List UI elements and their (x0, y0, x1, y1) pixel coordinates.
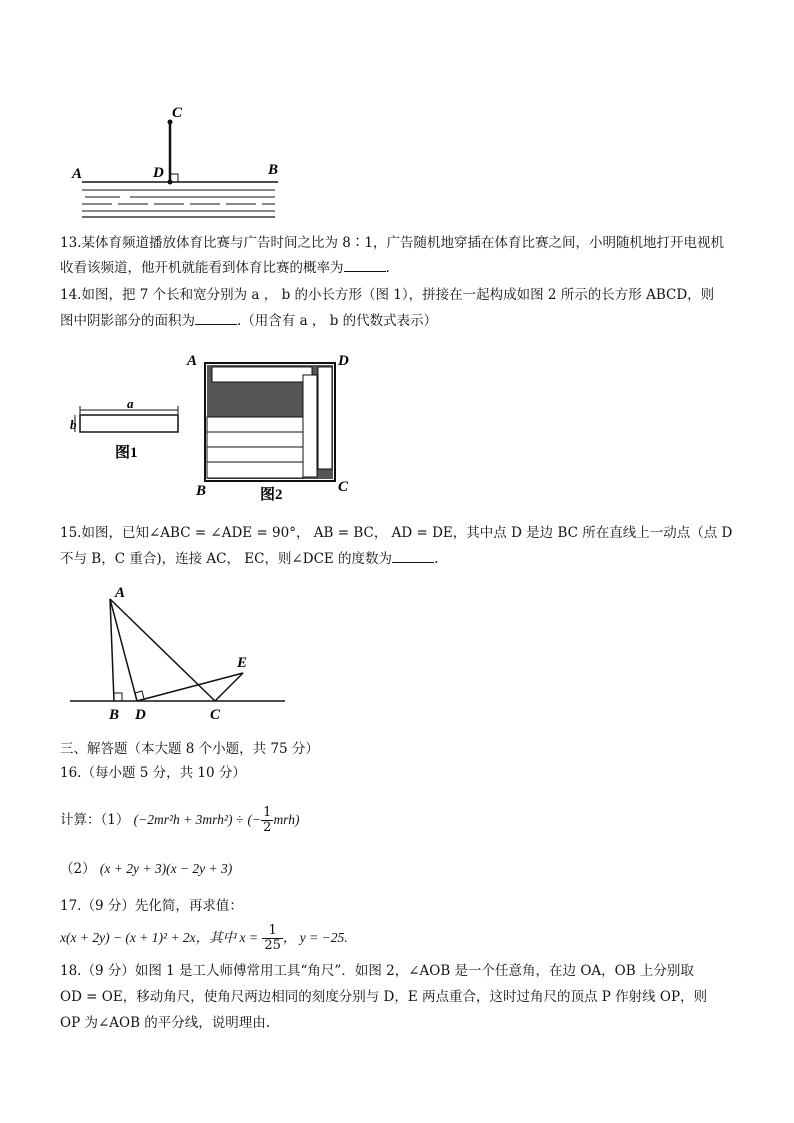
q13-line2-text: 收看该频道，他开机就能看到体育比赛的概率为 (60, 260, 344, 276)
river-figure (60, 100, 300, 225)
answer-blank (392, 548, 434, 563)
q15-end: . (434, 551, 439, 567)
q17-header: 17.（9 分）先化简，再求值： (60, 898, 243, 914)
section-heading: 三、解答题（本大题 8 个小题，共 75 分） (60, 741, 319, 757)
fig2-caption: 图2 (260, 487, 283, 503)
q13-end: . (385, 260, 390, 276)
q17-tail: ， y = −25. (282, 930, 348, 945)
right-angle-b (114, 693, 122, 701)
fraction-numerator: 1 (263, 805, 272, 820)
q16-part1 (60, 806, 299, 835)
q14-line2 (60, 310, 437, 332)
q18-line1: 18.（9 分）如图 1 是工人师傅常用工具“角尺”．如图 2，∠AOB 是一个任意角，在边 OA，OB 上分别取 (60, 963, 694, 979)
label-b: B (268, 162, 279, 178)
q16-header: 16.（每小题 5 分，共 10 分） (60, 765, 246, 781)
q13-line2 (60, 257, 390, 279)
q13-line1: 13.某体育频道播放体育比赛与广告时间之比为 8∶1，广告随机地穿插在体育比赛之间，小明随机地打开电视机 (60, 235, 724, 251)
q16-p1-expr: (−2mr²h + 3mrh²) ÷ (133, 812, 244, 827)
q15-line1: 15.如图，已知∠ABC = ∠ADE = 90°， AB = BC， AD = DE，其中点 D 是边 BC 所在直线上一动点（点 D (60, 525, 733, 541)
label-d: D (153, 165, 164, 181)
fraction-denominator: 25 (264, 938, 281, 953)
q18-line2: OD = OE，移动角尺，使角尺两边相同的刻度分别与 D，E 两点重合，这时过角尺的顶点 P 作射线 OP，则 (60, 989, 708, 1005)
q14-line1: 14.如图，把 7 个长和宽分别为 a ， b 的小长方形（图 1），拼接在一起构成如图 2 所示的长方形 ABCD，则 (60, 287, 715, 303)
q16-p2-label: （2） (60, 861, 96, 877)
label-c: C (338, 479, 349, 495)
fraction-one-25 (262, 924, 283, 953)
label-a: A (115, 585, 126, 601)
q15-line2 (60, 548, 438, 570)
q16-p2-expr: (x + 2y + 3)(x − 2y + 3) (99, 861, 233, 876)
label-b-dim: b (70, 417, 77, 432)
label-a-dim: a (127, 396, 134, 411)
q14-line2-text: 图中阴影部分的面积为 (60, 313, 195, 329)
q16-p1-paren-close: mrh) (273, 812, 300, 827)
fig1-caption: 图1 (115, 445, 138, 461)
fraction-one-half (261, 806, 273, 835)
fig2-composite (186, 353, 349, 503)
label-b: B (196, 483, 207, 499)
answer-blank (195, 310, 237, 325)
label-b: B (109, 707, 120, 723)
segment-ac (110, 599, 215, 701)
fig1-rectangle (70, 396, 178, 461)
label-d: D (135, 707, 146, 723)
label-e: E (237, 655, 248, 671)
fraction-denominator: 2 (263, 820, 272, 835)
q18-line3: OP 为∠AOB 的平分线，说明理由. (60, 1015, 271, 1031)
q14-end: .（用含有 a ， b 的代数式表示） (237, 313, 438, 329)
q15-line2-text: 不与 B，C 重合)，连接 AC， EC，则∠DCE 的度数为 (60, 551, 393, 567)
fraction-numerator: 1 (262, 924, 283, 939)
q16-p1-paren-open: (− (247, 812, 262, 827)
q17-expr: x(x + 2y) − (x + 1)² + 2x，其中 x = (60, 930, 259, 945)
label-c: C (172, 105, 183, 121)
q16-p1-label: 计算：（1） (60, 812, 130, 828)
label-a: A (72, 166, 83, 182)
fig14 (60, 345, 370, 505)
answer-blank (344, 257, 386, 272)
q17-expr-line (60, 924, 348, 953)
label-a: A (187, 353, 198, 369)
q16-part2 (60, 858, 232, 880)
label-d: D (338, 353, 349, 369)
label-c: C (210, 707, 221, 723)
fig15 (60, 585, 300, 725)
